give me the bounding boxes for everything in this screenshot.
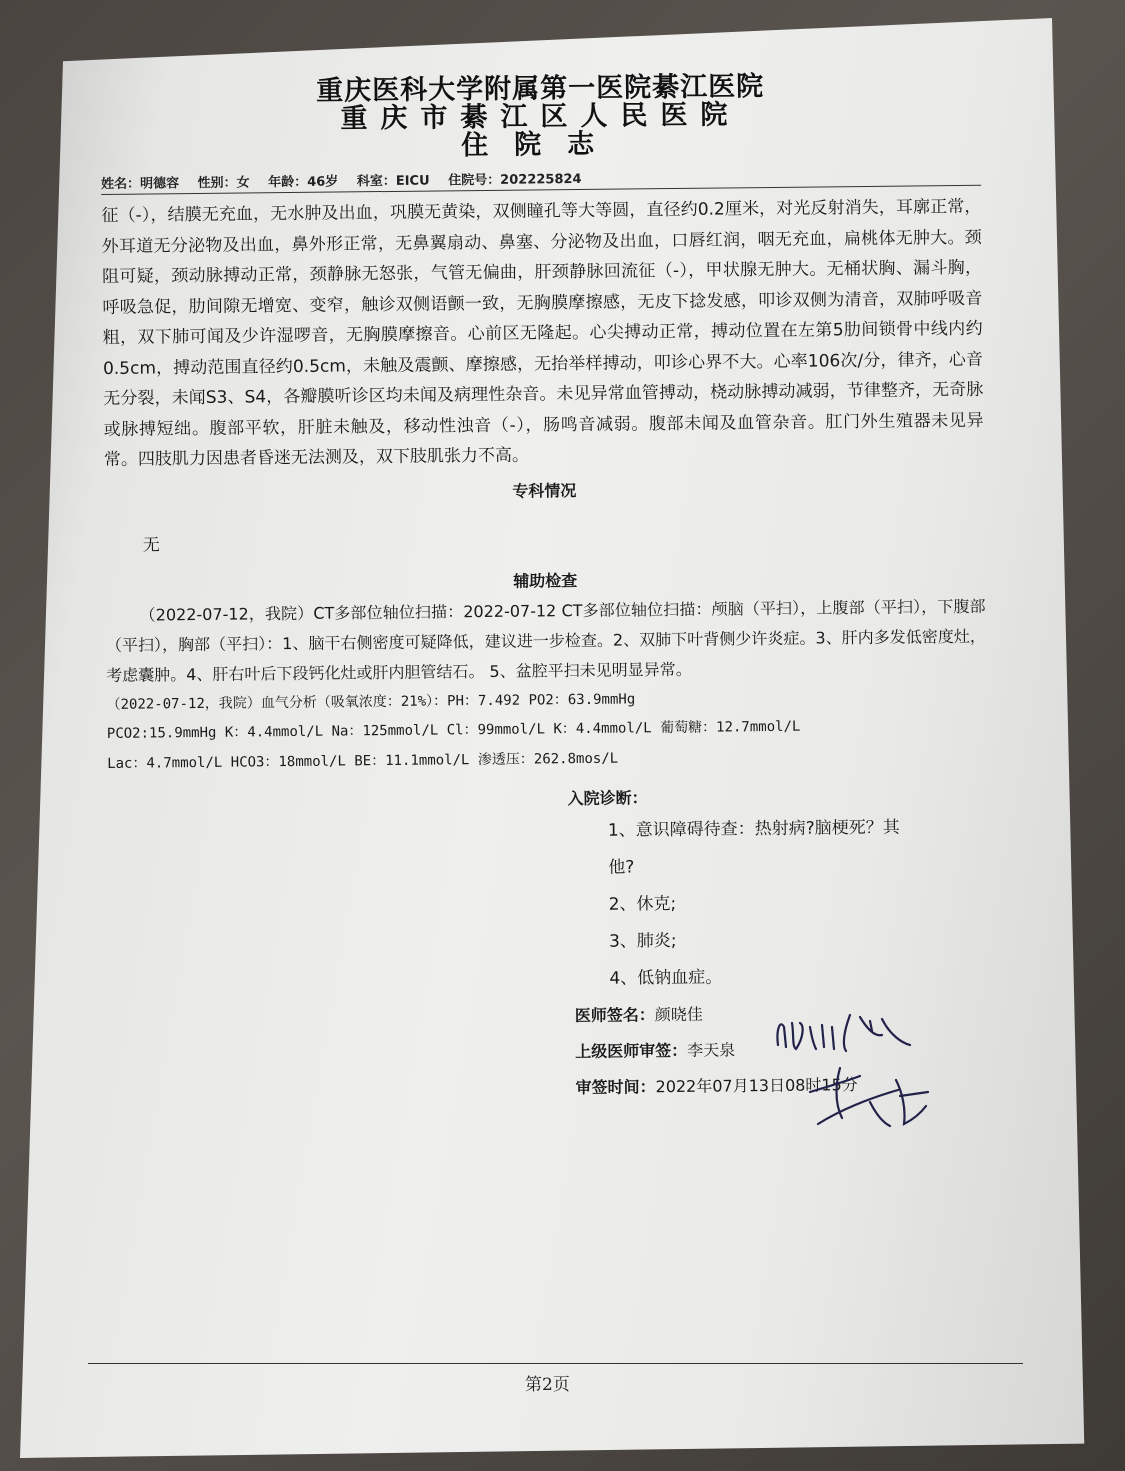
sign-time-value: 2022年07月13日08时15分 xyxy=(655,1075,858,1097)
handwritten-signature-2 xyxy=(800,1062,940,1137)
lab-line-1: （2022-07-12，我院）血气分析（吸氧浓度：21%）：PH：7.492 PO2：63.9mmHg xyxy=(106,690,636,713)
doctor-name: 颜晓佳 xyxy=(654,1004,703,1025)
handwritten-signature-1 xyxy=(770,1005,920,1065)
document-type: 住院志 xyxy=(461,128,621,162)
diagnosis-list xyxy=(608,809,990,998)
diagnosis-item: 2、休克; xyxy=(608,894,677,915)
diagnosis-title: 入院诊断： xyxy=(567,788,648,809)
specialty-content: 无 xyxy=(142,534,160,556)
patient-dept: 科室：EICU xyxy=(356,173,430,190)
patient-age: 年龄：46岁 xyxy=(268,174,339,191)
ct-report: （2022-07-12，我院）CT多部位轴位扫描：2022-07-12 CT多部位轴位扫描：颅脑（平扫），上腹部（平扫），下腹部（平扫），胸部（平扫）：1、脑干右侧密度可疑降低，建议进一步检查。2、双肺下叶背侧少许炎症。3、肝内多发低密度灶，考虑囊肿。4、肝右叶后下段钙化灶或肝内胆管结石。 5、盆腔平扫未见明显异常。 xyxy=(105,596,986,685)
lab-line-2: PCO2:15.9mmHg K：4.4mmol/L Na：125mmol/L Cl：99mmol/L K：4.4mmol/L 葡萄糖：12.7mmol/L xyxy=(106,718,801,742)
patient-sex: 性别：女 xyxy=(197,175,250,191)
sign-time-label: 审签时间： xyxy=(575,1077,656,1098)
hospital-name: 重庆医科大学附属第一医院綦江医院 xyxy=(315,71,765,107)
patient-name: 姓名：明德容 xyxy=(101,176,180,192)
diagnosis-item: 1、意识障碍待查：热射病?脑梗死？其 xyxy=(607,817,900,841)
senior-doctor-label: 上级医师审签： xyxy=(575,1040,688,1062)
physical-exam-text: 征（-），结膜无充血，无水肿及出血，巩膜无黄染，双侧瞳孔等大等圆，直径约0.2厘米，对光反射消失，耳廓正常，外耳道无分泌物及出血，鼻外形正常，无鼻翼扇动、鼻塞、分泌物及出血，口唇红润，咽无充血，扁桃体无肿大。颈阻可疑，颈动脉搏动正常，颈静脉无怒张，气管无偏曲，肝颈静脉回流征（-），甲状腺无肿大。无桶状胸、漏斗胸，呼吸急促，肋间隙无增宽、变窄，触诊双侧语颤一致，无胸膜摩擦感，无皮下捻发感，叩诊双侧为清音，双肺呼吸音粗，双下肺可闻及少许湿啰音，无胸膜摩擦音。心前区无隆起。心尖搏动正常，搏动位置在左第5肋间锁骨中线内约0.5cm，搏动范围直径约0.5cm，未触及震颤、摩擦感，无抬举样搏动，叩诊心界不大。心率106次/分，律齐，心音无分裂，未闻S3、S4，各瓣膜听诊区均未闻及病理性杂音。未见异常血管搏动，桡动脉搏动减弱，节律整齐，无奇脉或脉搏短绌。腹部平软，肝脏未触及，移动性浊音（-），肠鸣音减弱。腹部未闻及血管杂音。肛门外生殖器未见异常。四肢肌力因患者昏迷无法测及，双下肢肌张力不高。 xyxy=(101,196,984,470)
document xyxy=(100,71,991,1111)
senior-doctor-name: 李天泉 xyxy=(687,1040,736,1060)
patient-info-bar xyxy=(101,164,981,195)
diagnosis-item: 4、低钠血症。 xyxy=(609,967,723,989)
diagnosis-item: 他? xyxy=(608,857,635,878)
patient-admission-no: 住院号：202225824 xyxy=(448,171,582,189)
lab-line-3: Lac：4.7mmol/L HCO3：18mmol/L BE：11.1mmol/L 渗透压：262.8mos/L xyxy=(107,750,619,772)
specialty-title: 专科情况 xyxy=(512,480,577,501)
aux-exam-title: 辅助检查 xyxy=(513,570,578,591)
page-number: 第2页 xyxy=(525,1375,570,1395)
footer-divider xyxy=(88,1363,1023,1364)
diagnosis-item: 3、肺炎; xyxy=(608,931,677,952)
doctor-label: 医师签名： xyxy=(574,1005,655,1026)
hospital-alt-name: 重庆市綦江区人民医院 xyxy=(340,99,741,135)
